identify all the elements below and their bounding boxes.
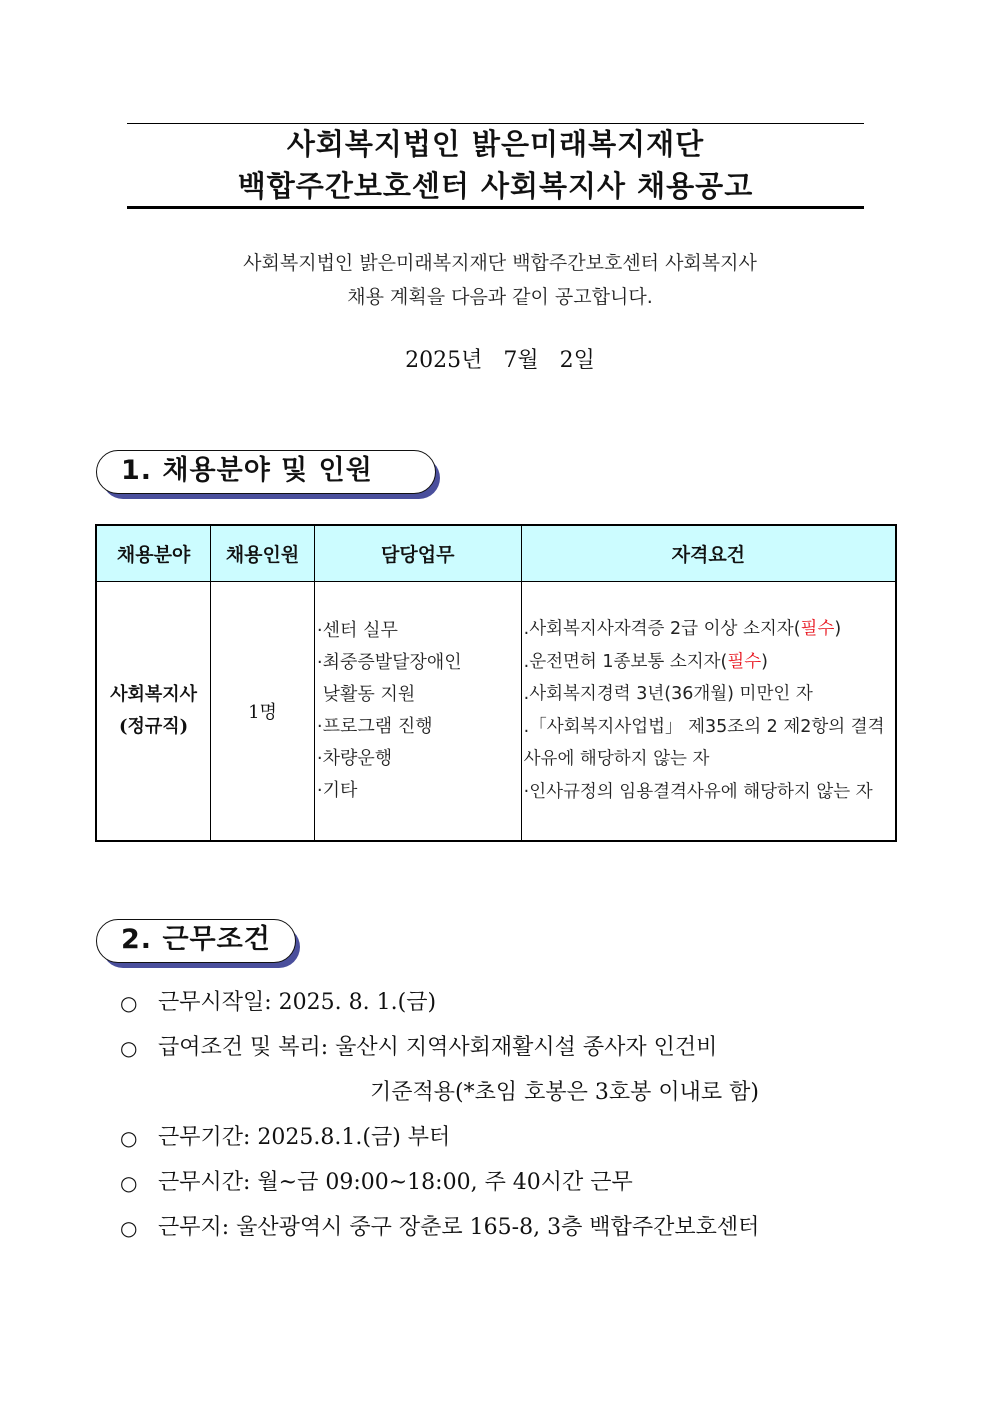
qualification-text: .운전면허 1종보통 소지자( (523, 651, 728, 672)
qualification-suffix: ) (834, 619, 842, 640)
duty-item: ·센터 실무 (316, 619, 398, 641)
intro-paragraph (150, 246, 850, 314)
condition-item (120, 1120, 900, 1165)
qualification-item: .「사회복지사업법」 제35조의 2 제2항의 결격사유에 해당하지 않는 자 (523, 716, 885, 770)
circle-bullet-icon: ○ (120, 1171, 138, 1195)
header-qualifications: 자격요건 (521, 525, 896, 581)
table-header-row (96, 525, 896, 581)
duty-item: ·최중증발달장애인 (316, 651, 462, 673)
cell-duties (314, 581, 521, 841)
title-line-1: 사회복지법인 밝은미래복지재단 (286, 127, 705, 161)
header-count: 채용인원 (211, 525, 315, 581)
condition-text: 근무지: 울산광역시 중구 장춘로 165-8, 3층 백합주간보호센터 (158, 1215, 760, 1240)
recruitment-table (95, 524, 897, 842)
condition-item (120, 1030, 900, 1075)
condition-item (120, 1165, 900, 1210)
duty-item: 낮활동 지원 (316, 683, 416, 705)
qualification-suffix: ) (761, 651, 768, 672)
document-title (127, 123, 864, 209)
condition-item (120, 1210, 900, 1255)
condition-item-continuation (120, 1075, 900, 1120)
section-heading-recruitment: 1. 채용분야 및 인원 (96, 450, 436, 494)
qualification-item: ·인사규정의 임용결격사유에 해당하지 않는 자 (523, 781, 873, 802)
qualification-item (524, 613, 895, 646)
table-row (96, 581, 896, 841)
header-field: 채용분야 (96, 525, 211, 581)
condition-text: 근무시작일: 2025. 8. 1.(금) (158, 990, 437, 1015)
circle-bullet-icon: ○ (120, 1126, 138, 1150)
qualifications-list (522, 613, 895, 808)
condition-item (120, 985, 900, 1030)
required-tag: 필수 (800, 619, 835, 640)
duties-list (315, 615, 521, 807)
qualification-item: .사회복지경력 3년(36개월) 미만인 자 (523, 684, 813, 705)
duty-item: ·프로그램 진행 (316, 715, 433, 737)
cell-count: 1명 (211, 581, 315, 841)
condition-text: 근무기간: 2025.8.1.(금) 부터 (158, 1125, 451, 1150)
announcement-date: 2025년 7월 2일 (405, 348, 595, 373)
condition-text: 기준적용(*초임 호봉은 3호봉 이내로 함) (370, 1080, 759, 1105)
qualification-text: .사회복지사자격증 2급 이상 소지자( (523, 619, 801, 640)
condition-text: 근무시간: 월~금 09:00~18:00, 주 40시간 근무 (158, 1170, 633, 1195)
title-bottom-rule (127, 206, 864, 209)
duty-item: ·기타 (316, 779, 358, 801)
intro-line-1: 사회복지법인 밝은미래복지재단 백합주간보호센터 사회복지사 (243, 252, 757, 274)
header-duties: 담당업무 (314, 525, 521, 581)
title-line-2: 백합주간보호센터 사회복지사 채용공고 (237, 169, 754, 203)
work-conditions-list (120, 985, 900, 1255)
circle-bullet-icon: ○ (120, 1036, 138, 1060)
duty-item: ·차량운행 (316, 747, 393, 769)
condition-text: 급여조건 및 복리: 울산시 지역사회재활시설 종사자 인건비 (158, 1035, 718, 1060)
required-tag: 필수 (727, 651, 762, 672)
field-type: (정규직) (118, 715, 189, 737)
circle-bullet-icon: ○ (120, 991, 138, 1015)
cell-field (96, 581, 211, 841)
field-title: 사회복지사 (110, 683, 198, 705)
intro-line-2: 채용 계획을 다음과 같이 공고합니다. (347, 286, 653, 308)
circle-bullet-icon: ○ (120, 1216, 138, 1240)
section-heading-conditions: 2. 근무조건 (96, 919, 296, 963)
cell-qualifications (521, 581, 896, 841)
qualification-item (524, 646, 895, 679)
